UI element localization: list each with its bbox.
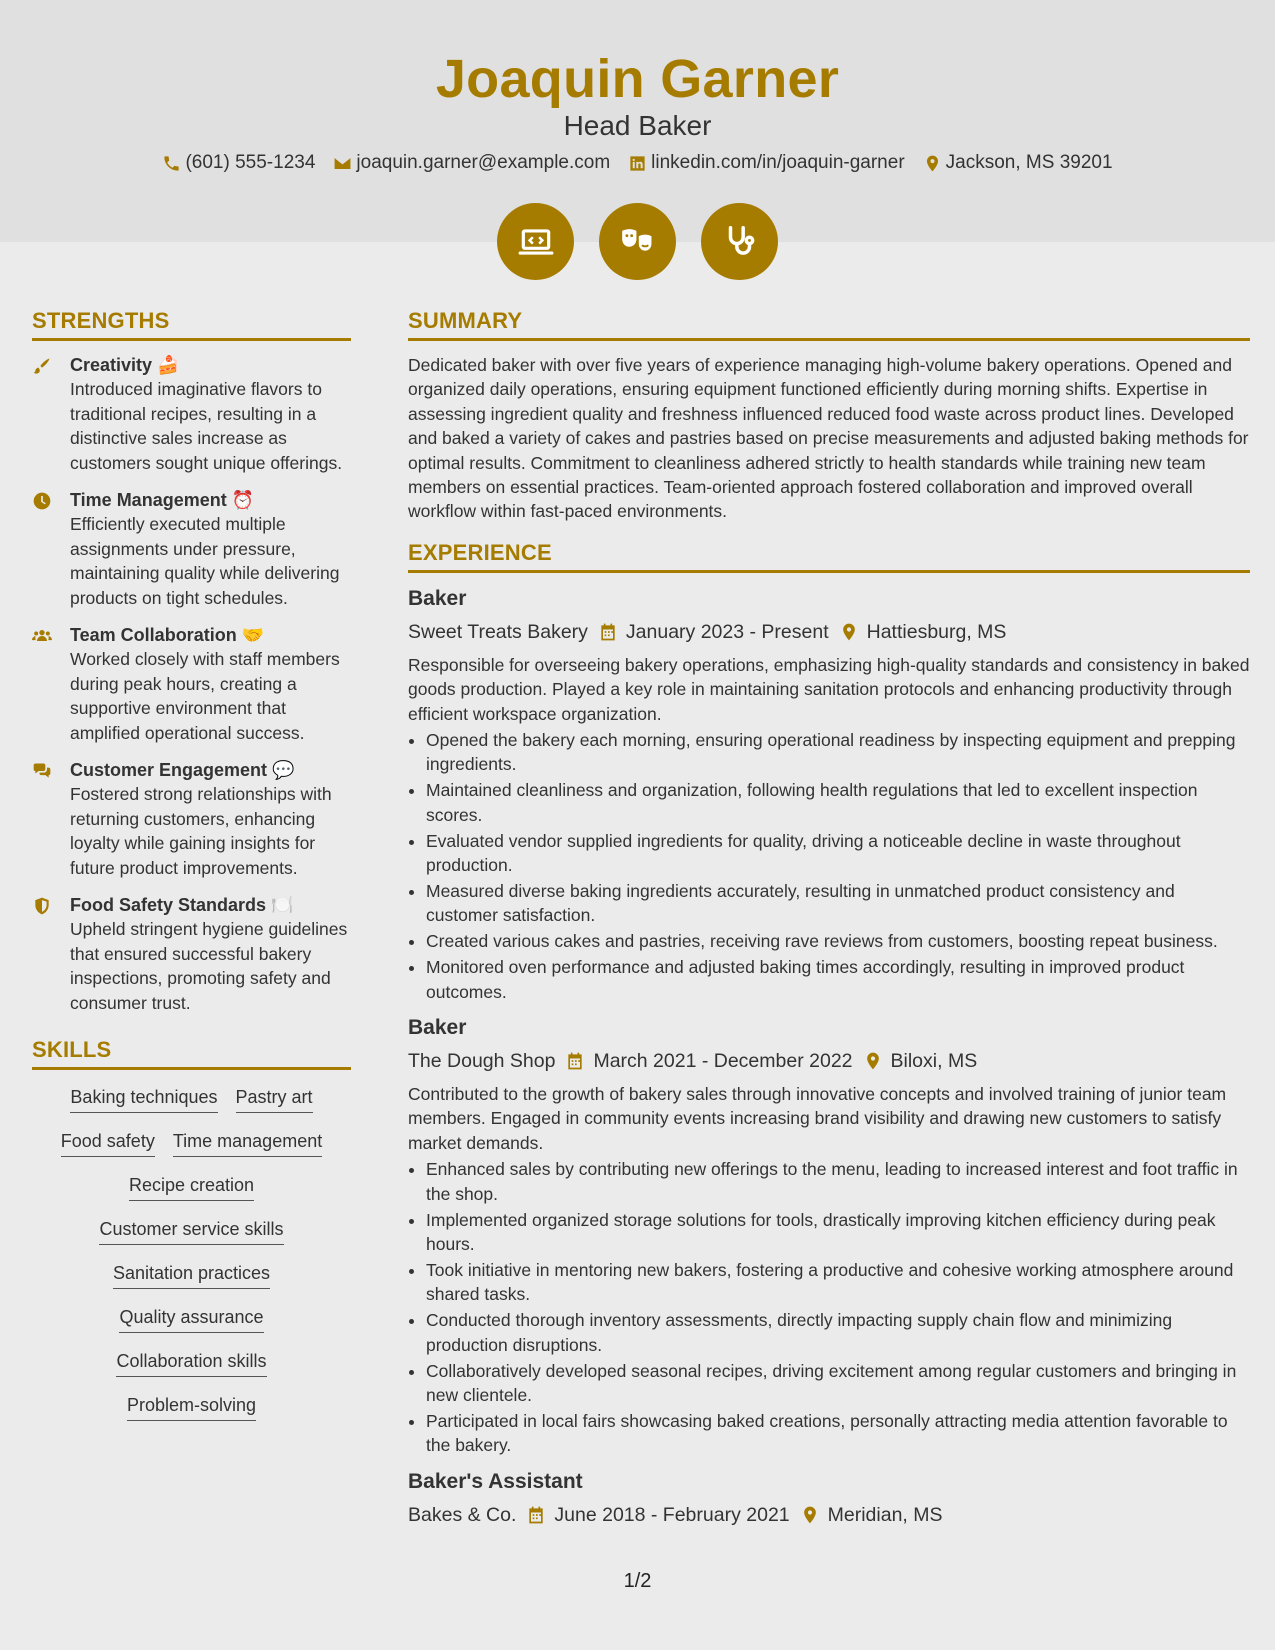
strengths-heading: STRENGTHS — [32, 308, 351, 341]
summary-heading: SUMMARY — [408, 308, 1250, 341]
page-number: 1/2 — [623, 1570, 652, 1592]
strength-desc: Worked closely with staff members during peak hours, creating a supportive environment that amplified operational success. — [70, 649, 340, 743]
laptop-code-icon — [517, 223, 555, 261]
skill-tag: Time management — [173, 1130, 322, 1157]
strength-item — [32, 353, 351, 475]
skill-tag: Problem-solving — [127, 1394, 256, 1421]
skill-tag: Quality assurance — [119, 1306, 263, 1333]
shield-icon — [32, 896, 52, 916]
strength-desc: Introduced imaginative flavors to traditional recipes, resulting in a distinctive sales increase as customers sought unique offerings. — [70, 379, 343, 473]
strength-name: Time Management ⏰ — [70, 490, 255, 510]
comments-icon — [32, 761, 52, 781]
strength-name: Team Collaboration 🤝 — [70, 625, 265, 645]
skill-tag: Baking techniques — [70, 1086, 217, 1113]
contact-location — [923, 152, 1113, 174]
job-meta — [408, 1500, 1250, 1530]
job-dates: March 2021 - December 2022 — [593, 1050, 853, 1073]
contact-linkedin[interactable] — [628, 152, 904, 174]
badge-stethoscope — [701, 203, 778, 280]
theater-masks-icon — [619, 223, 657, 261]
badge-masks — [599, 203, 676, 280]
strength-item — [32, 623, 351, 745]
job-description: Contributed to the growth of bakery sales through innovative concepts and involved training of junior team members. Engaged in community events increasing brand visibility and drawing new customers to satisfy market demands. — [408, 1084, 1227, 1153]
clock-icon — [32, 491, 52, 511]
bullet-item: • Evaluated vendor supplied ingredients for quality, driving a noticeable decline in waste throughout production. — [426, 829, 1250, 878]
bullet-item: • Measured diverse baking ingredients accurately, resulting in unmatched product consistency and customer satisfaction. — [426, 879, 1250, 928]
badge-laptop — [497, 203, 574, 280]
candidate-name: Joaquin Garner — [435, 49, 840, 109]
email-text: joaquin.garner@example.com — [356, 152, 611, 173]
strength-item — [32, 893, 351, 1015]
bullet-item: • Opened the bakery each morning, ensuring operational readiness by inspecting equipment and prepping ingredients. — [426, 728, 1250, 777]
job-location: Hattiesburg, MS — [866, 620, 1007, 643]
bullet-item: • Conducted thorough inventory assessments, directly impacting supply chain flow and minimizing production disruptions. — [426, 1308, 1250, 1357]
location-icon — [800, 1505, 820, 1525]
location-icon — [839, 622, 859, 642]
bullet-item: • Monitored oven performance and adjusted baking times accordingly, resulting in improved product outcomes. — [426, 955, 1250, 1004]
bullet-item: • Maintained cleanliness and organization, following health regulations that led to excellent inspection scores. — [426, 778, 1250, 827]
strength-desc: Efficiently executed multiple assignments under pressure, maintaining quality while delivering products on tight schedules. — [70, 514, 340, 608]
job-meta — [408, 617, 1250, 647]
job-entry — [408, 585, 1250, 1004]
contact-bar — [0, 152, 1275, 174]
calendar-icon — [565, 1051, 585, 1071]
strength-name: Creativity 🍰 — [70, 355, 180, 375]
strength-item — [32, 488, 351, 610]
job-company: The Dough Shop — [408, 1050, 556, 1073]
interest-badges — [0, 203, 1275, 280]
strength-name: Customer Engagement 💬 — [70, 760, 295, 780]
stethoscope-icon — [721, 223, 759, 261]
location-icon — [923, 154, 942, 173]
job-location: Meridian, MS — [827, 1503, 943, 1526]
job-role: Baker's Assistant — [408, 1469, 583, 1493]
job-entry — [408, 1014, 1250, 1458]
job-company: Bakes & Co. — [408, 1503, 517, 1526]
calendar-icon — [526, 1505, 546, 1525]
phone-icon — [162, 154, 181, 173]
job-description: Responsible for overseeing bakery operations, emphasizing high-quality standards and consistency in baked goods production. Played a key role in maintaining sanitation protocols and enhancing productivity through efficient workspace organization. — [408, 654, 1250, 724]
strength-item — [32, 758, 351, 880]
summary-text: Dedicated baker with over five years of experience managing high-volume bakery operations. Opened and organized daily operations, ensuring equipment functioned efficiently during morning shifts. Expertise in assessing ingredient quality and freshness influenced reduced food waste across product lines. Developed and baked a variety of cakes and pastries based on precise measurements and adjusted baking methods for optimal results. Commitment to cleanliness adhered strictly to health standards while training new team members on essential practices. Team-oriented approach fostered collaboration and improved overall workflow within fast-paced environments. — [408, 355, 1249, 522]
skills-list — [32, 1082, 351, 1421]
job-location: Biloxi, MS — [890, 1050, 978, 1073]
linkedin-icon — [628, 154, 647, 173]
job-company: Sweet Treats Bakery — [408, 620, 588, 643]
location-icon — [863, 1051, 883, 1071]
strength-desc: Fostered strong relationships with returning customers, enhancing loyalty while gaining insights for future product improvements. — [70, 784, 332, 878]
job-title: Head Baker — [563, 110, 712, 141]
job-role: Baker — [408, 586, 467, 610]
skill-tag: Recipe creation — [129, 1174, 254, 1201]
skill-tag: Collaboration skills — [116, 1350, 266, 1377]
skill-tag: Pastry art — [236, 1086, 313, 1113]
contact-email[interactable] — [333, 152, 610, 174]
calendar-icon — [598, 622, 618, 642]
bullet-item: • Collaboratively developed seasonal recipes, driving excitement among regular customers and bringing in new clientele. — [426, 1359, 1250, 1408]
skill-tag: Sanitation practices — [113, 1262, 270, 1289]
right-column — [408, 308, 1250, 1540]
left-column — [32, 308, 351, 1421]
job-dates: June 2018 - February 2021 — [554, 1503, 790, 1526]
skill-tag: Food safety — [61, 1130, 155, 1157]
strength-desc: Upheld stringent hygiene guidelines that ensured successful bakery inspections, promoting safety and consumer trust. — [70, 919, 348, 1013]
bullet-item: • Created various cakes and pastries, receiving rave reviews from customers, boosting repeat business. — [426, 929, 1250, 953]
skills-heading: SKILLS — [32, 1037, 351, 1070]
job-bullets — [408, 728, 1250, 1004]
bullet-item: • Took initiative in mentoring new bakers, fostering a productive and cohesive working atmosphere around shared tasks. — [426, 1258, 1250, 1307]
users-icon — [32, 626, 52, 646]
phone-text: (601) 555-1234 — [185, 152, 316, 173]
contact-phone[interactable] — [162, 152, 315, 174]
skill-tag: Customer service skills — [99, 1218, 283, 1245]
job-dates: January 2023 - Present — [625, 620, 829, 643]
strength-name: Food Safety Standards 🍽️ — [70, 895, 294, 915]
job-entry — [408, 1468, 1250, 1530]
job-meta — [408, 1046, 1250, 1076]
email-icon — [333, 154, 352, 173]
bullet-item: • Participated in local fairs showcasing baked creations, personally attracting media attention favorable to the bakery. — [426, 1409, 1250, 1458]
brush-icon — [32, 356, 52, 376]
bullet-item: • Implemented organized storage solutions for tools, drastically improving kitchen efficiency during peak hours. — [426, 1208, 1250, 1257]
linkedin-text: linkedin.com/in/joaquin-garner — [651, 152, 905, 173]
experience-heading: EXPERIENCE — [408, 540, 1250, 573]
job-bullets — [408, 1157, 1250, 1457]
location-text: Jackson, MS 39201 — [945, 152, 1113, 173]
job-role: Baker — [408, 1016, 467, 1040]
bullet-item: • Enhanced sales by contributing new offerings to the menu, leading to increased interest and foot traffic in the shop. — [426, 1157, 1250, 1206]
